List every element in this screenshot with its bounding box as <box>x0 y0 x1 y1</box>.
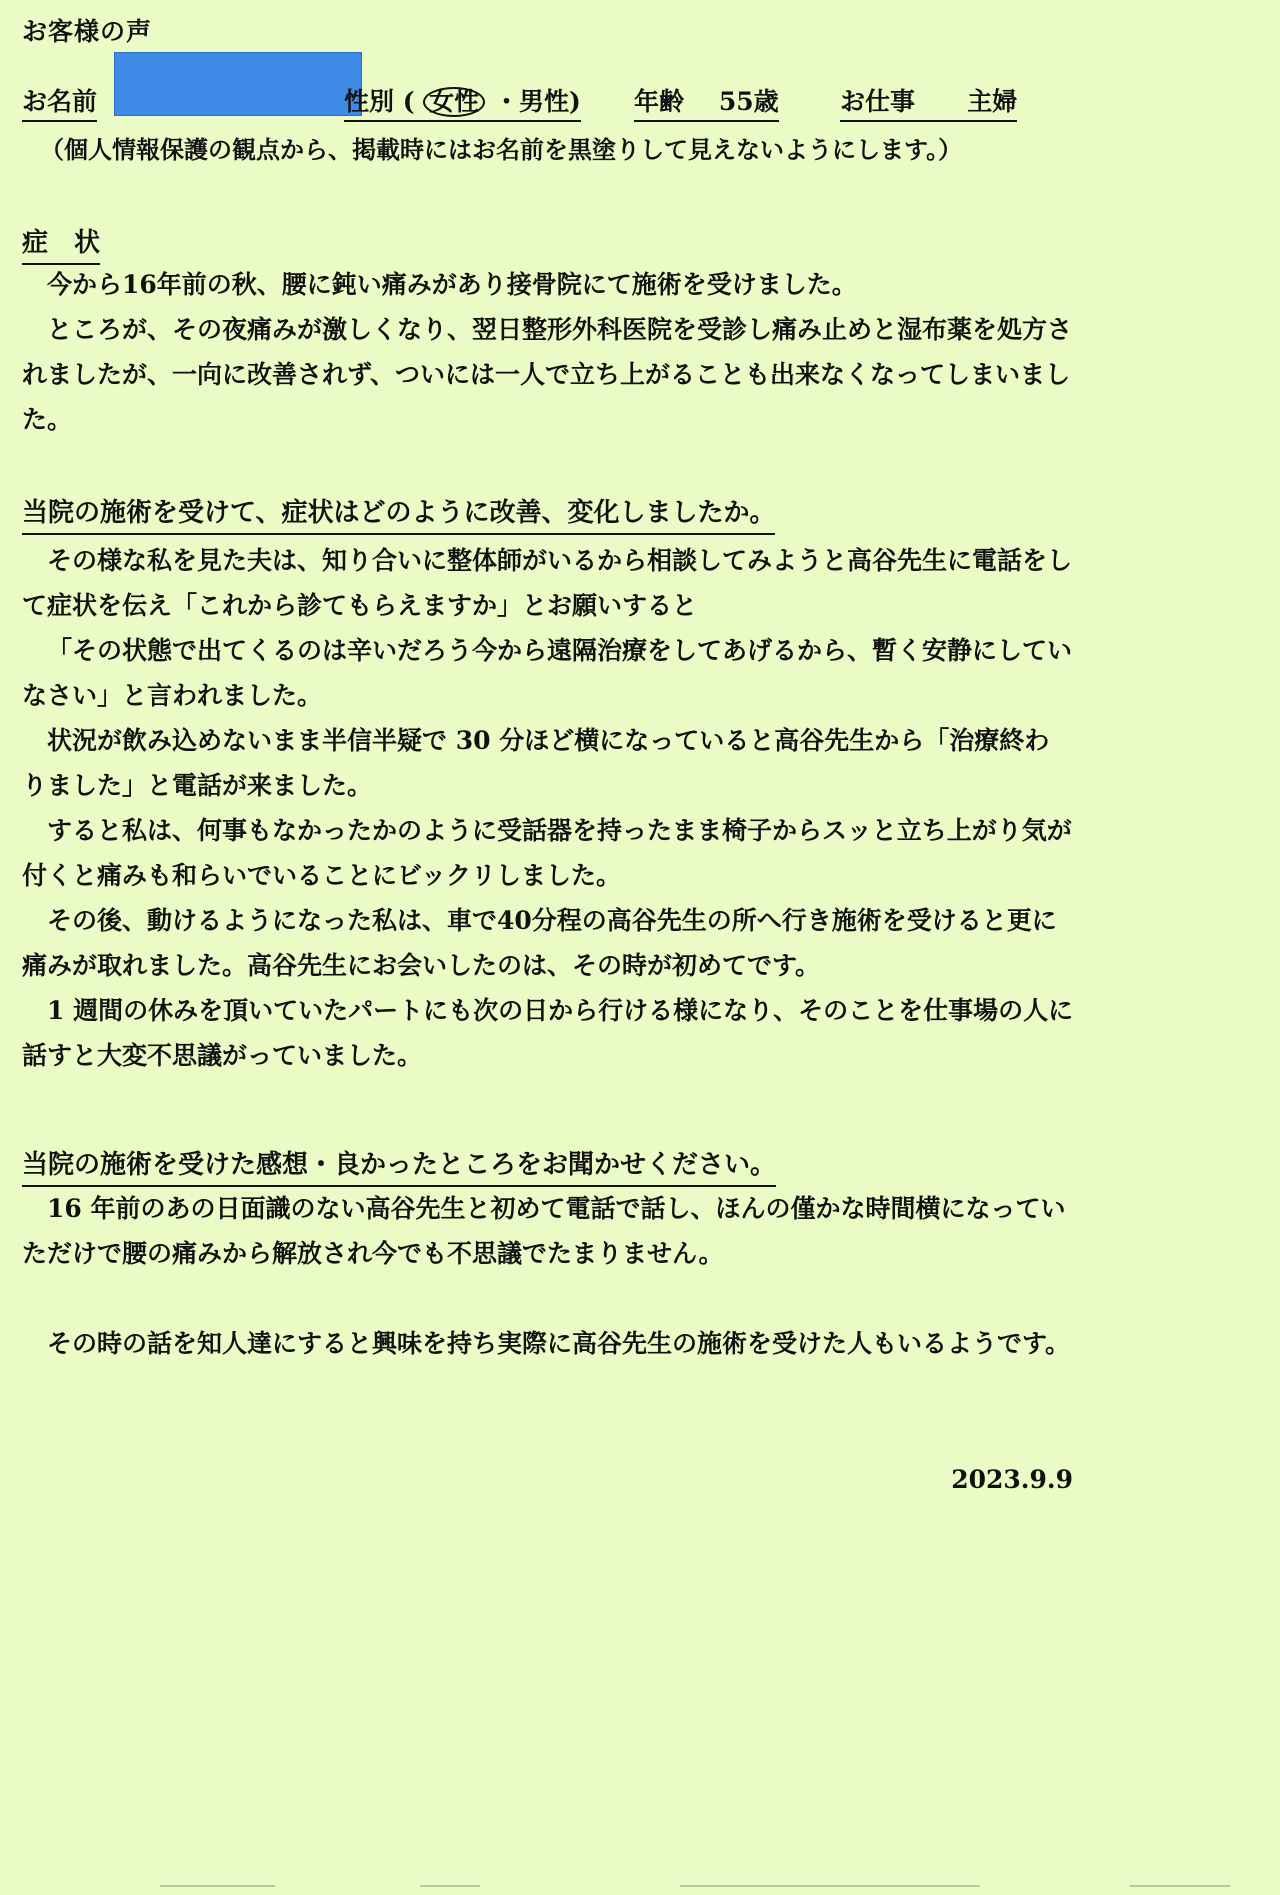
name-redaction-box <box>114 52 362 116</box>
name-label: お名前 <box>22 82 97 122</box>
occupation-field <box>840 82 1017 122</box>
paragraph-spacer <box>22 1276 1074 1321</box>
privacy-notice: （個人情報保護の観点から、掲載時にはお名前を黒塗りして見えないようにします。） <box>40 135 963 164</box>
gender-male-option: ・男性) <box>494 87 581 116</box>
impressions-text <box>22 1186 1074 1366</box>
improvement-heading: 当院の施術を受けて、症状はどのように改善、変化しましたか。 <box>22 492 775 535</box>
page-title: お客様の声 <box>22 17 153 46</box>
paragraph: 状況が飲み込めないまま半信半疑で 30 分ほど横になっていると高谷先生から「治療終わりました」と電話が来ました。 <box>22 726 1050 800</box>
paragraph: その様な私を見た夫は、知り合いに整体師がいるから相談してみようと高谷先生に電話をして症状を伝え「これから診てもらえますか」とお願いすると <box>22 546 1073 620</box>
paragraph: すると私は、何事もなかったかのように受話器を持ったまま椅子からスッと立ち上がり気が付くと痛みも和らいでいることにビックリしました。 <box>22 816 1072 890</box>
paragraph: 「その状態で出てくるのは辛いだろう今から遠隔治療をしてあげるから、暫く安静にしていなさい」と言われました。 <box>22 636 1073 710</box>
paragraph: その時の話を知人達にすると興味を持ち実際に高谷先生の施術を受けた人もいるようです。 <box>47 1329 1071 1358</box>
gender-label: 性別 <box>344 87 395 116</box>
occupation-label: お仕事 <box>840 87 916 116</box>
bottom-scan-lines <box>0 1885 1280 1889</box>
impressions-heading: 当院の施術を受けた感想・良かったところをお聞かせください。 <box>22 1144 776 1187</box>
gender-female-circled: 女性 <box>423 87 485 117</box>
occupation-value: 主婦 <box>967 87 1018 116</box>
symptoms-text <box>22 262 1074 442</box>
symptoms-heading: 症 状 <box>22 222 100 265</box>
paragraph: 今から16年前の秋、腰に鈍い痛みがあり接骨院にて施術を受けました。 <box>47 270 857 299</box>
improvement-text <box>22 538 1074 1078</box>
age-label: 年齢 <box>634 87 685 116</box>
age-value: 55歳 <box>718 87 779 116</box>
date: 2023.9.9 <box>951 1465 1073 1494</box>
paragraph: ところが、その夜痛みが激しくなり、翌日整形外科医院を受診し痛み止めと湿布薬を処方されましたが、一向に改善されず、ついには一人で立ち上がることも出来なくなってしまいました。 <box>22 315 1073 434</box>
gender-field <box>344 82 581 122</box>
customer-info-row <box>22 52 1032 118</box>
gender-open-paren: ( <box>402 87 415 116</box>
paragraph: 16 年前のあの日面識のない高谷先生と初めて電話で話し、ほんの僅かな時間横になっていただけで腰の痛みから解放され今でも不思議でたまりません。 <box>22 1194 1066 1268</box>
paragraph: その後、動けるようになった私は、車で40分程の高谷先生の所へ行き施術を受けると更に痛みが取れました。高谷先生にお会いしたのは、その時が初めてです。 <box>22 906 1057 980</box>
paragraph: 1 週間の休みを頂いていたパートにも次の日から行ける様になり、そのことを仕事場の人に話すと大変不思議がっていました。 <box>22 996 1074 1070</box>
age-field <box>634 82 779 122</box>
